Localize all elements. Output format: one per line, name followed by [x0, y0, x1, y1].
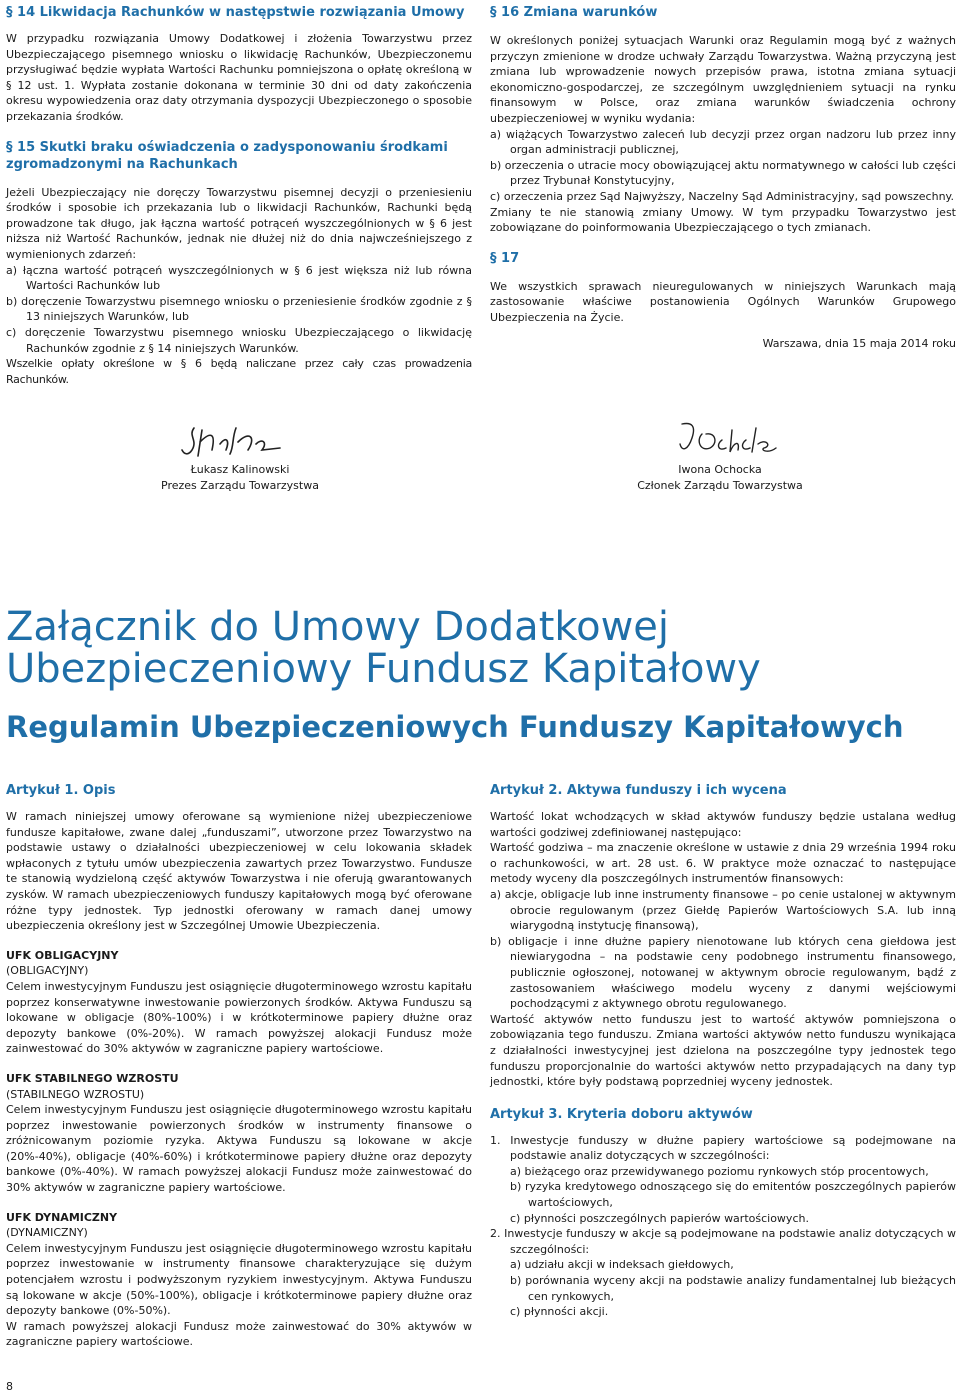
article-1-text: W ramach niniejszej umowy oferowane są wymienione niżej ubezpieczeniowe fundusze kapitałowe, zwane dalej „funduszami”, utworzone przez Towarzystwo na podstawie ustawy o działalności ubezpieczeniowej w celu lokowania składek wpłaconych z tytułu umów ubezpieczenia zawartych przez Towarzystwo. Fundusze te stanowią wydzieloną część aktywów Towarzystwa i nie oferują gwarantowanych zysków. W ramach ubezpieczeniowych funduszy kapitałowych mogą być oferowane różne typy jednostek. Typ jednostki oferowany w ramach danej umowy ubezpieczenia określony jest w Szczególnej Umowie Ubezpieczenia.	[6, 810, 472, 933]
list-subitem: c) płynności akcji.	[510, 1305, 609, 1319]
list-subitem: a) bieżącego oraz przewidywanego poziomu rynkowych stóp procentowych,	[510, 1164, 929, 1178]
article-2-net-assets: Wartość aktywów netto funduszu jest to wartość aktywów pomniejszona o zobowiązania tego funduszu. Zmiana wartości aktywów netto funduszu wynikająca z działalności inwestycyjnej jest dzielona na poszczególne typy jednostek tego funduszu proporcjonalnie do wartości aktywów netto przypadających na dany typ jednostki, które były podstawą poprzedniej wyceny jednostek.	[490, 1012, 956, 1089]
list-subitem: a) udziału akcji w indeksach giełdowych,	[510, 1258, 734, 1272]
annex-subtitle: Regulamin Ubezpieczeniowych Funduszy Kapitałowych	[6, 710, 904, 744]
signatory-role: Prezes Zarządu Towarzystwa	[161, 479, 319, 492]
fund-description: Celem inwestycyjnym Funduszu jest osiągnięcie długoterminowego wzrostu kapitału poprzez konserwatywne inwestowanie powierzonych środków. Aktywa Funduszu są lokowane w obligacje (80%-100%) i w krótkoterminowe papiery dłużne oraz depozyty bankowe (0%-20%). W ramach powyższej alokacji Fundusz może zainwestować do 30% aktywów w zagraniczne papiery wartościowe.	[6, 979, 472, 1056]
fund-dynamiczny	[6, 1210, 472, 1350]
article-2-title: Artykuł 2. Aktywa funduszy i ich wycena	[490, 783, 787, 798]
list-item: c) orzeczenia przez Sąd Najwyższy, Naczelny Sąd Administracyjny, sąd powszechny.	[490, 189, 954, 203]
list-subitem: b) ryzyka kredytowego odnoszącego się do emitentów poszczególnych papierów wartościowych,	[510, 1180, 956, 1210]
list-subitem: b) porównania wyceny akcji na podstawie analizy fundamentalnej lub bieżących cen rynkowych,	[510, 1274, 956, 1303]
fund-subheading: (STABILNEGO WZROSTU)	[6, 1087, 145, 1101]
fund-description: Celem inwestycyjnym Funduszu jest osiągnięcie długoterminowego wzrostu kapitału poprzez inwestowanie w instrumenty finansowe charakteryzujące się dużym potencjałem wzrostu i podwyższonym ryzykiem inwestycyjnym. Aktywa Funduszu są lokowane w akcje (50%-100%), obligacje i krótkoterminowe papiery dłużne oraz depozyty bankowe (0%-50%).	[6, 1241, 472, 1318]
annex-title-line2: Ubezpieczeniowy Fundusz Kapitałowy	[6, 646, 761, 692]
section-15-footer: Wszelkie opłaty określone w § 6 będą naliczane przez cały czas prowadzenia Rachunków.	[6, 357, 472, 386]
list-subitem: c) płynności poszczególnych papierów wartościowych.	[510, 1211, 809, 1225]
signatory-role: Członek Zarządu Towarzystwa	[637, 479, 803, 492]
fund-stabilnego-wzrostu	[6, 1071, 472, 1196]
signature-ochocka	[676, 418, 786, 460]
section-14-title: § 14 Likwidacja Rachunków w następstwie rozwiązania Umowy	[6, 5, 465, 20]
signatory-name: Iwona Ochocka	[678, 463, 762, 476]
fund-heading: UFK STABILNEGO WZROSTU	[6, 1071, 179, 1085]
fund-subheading: (OBLIGACYJNY)	[6, 964, 89, 978]
signatory-name: Łukasz Kalinowski	[190, 463, 290, 476]
fund-description-extra: W ramach powyższej alokacji Fundusz może zainwestować do 30% aktywów w zagraniczne papiery wartościowe.	[6, 1319, 472, 1349]
fund-heading: UFK DYNAMICZNY	[6, 1210, 118, 1224]
article-1-title: Artykuł 1. Opis	[6, 783, 116, 798]
signatory-right	[620, 462, 820, 494]
article-3-title: Artykuł 3. Kryteria doboru aktywów	[490, 1106, 753, 1122]
list-item: c) doręczenie Towarzystwu pisemnego wniosku Ubezpieczającego o likwidację Rachunków zgodnie z § 14 niniejszych Warunków.	[6, 325, 472, 355]
section-16-title: § 16 Zmiana warunków	[490, 5, 658, 20]
signature-kalinowski	[176, 420, 296, 460]
fund-heading: UFK OBLIGACYJNY	[6, 948, 119, 962]
section-15-title-line2: zgromadzonymi na Rachunkach	[6, 156, 238, 172]
section-14-15	[6, 4, 472, 387]
article-3-list	[490, 1133, 956, 1320]
list-item: 1. Inwestycje funduszy w dłużne papiery wartościowe są podejmowane na podstawie analiz dotyczących w szczególności:	[490, 1133, 956, 1163]
section-15-list	[6, 263, 472, 357]
section-16-list	[490, 127, 956, 205]
list-item: a) akcje, obligacje lub inne instrumenty finansowe – po cenie ustalonej w aktywnym obrocie regulowanym (przez Giełdę Papierów Wartościowych S.A. lub inną wiarygodną instytucję finansową),	[490, 887, 956, 933]
list-item: b) orzeczenia o utracie mocy obowiązującej aktu normatywnego w całości lub części przez Trybunał Konstytucyjny,	[490, 158, 956, 188]
list-item: b) doręczenie Towarzystwu pisemnego wniosku o przeniesienie środków zgodnie z § 13 niniejszych Warunków, lub	[6, 294, 472, 324]
section-16-17	[490, 4, 956, 351]
page-number: 8	[6, 1380, 13, 1393]
section-15-text: Jeżeli Ubezpieczający nie doręczy Towarzystwu pisemnej decyzji o przeniesieniu środków i sposobie ich przekazania lub o likwidacji Rachunków, Rachunki będą prowadzone tak długo, jak łączna wartość potrąceń wyszczególnionych w § 6 jest niższa niż Wartość Rachunków, jednak nie dłużej niż do dnia najwcześniejszego z wymienionych zdarzeń:	[6, 185, 472, 261]
fund-subheading: (DYNAMICZNY)	[6, 1226, 88, 1240]
article-2-list	[490, 887, 956, 1012]
section-14-text: W przypadku rozwiązania Umowy Dodatkowej i złożenia Towarzystwu przez Ubezpieczającego pisemnego wniosku o likwidację Rachunków, Ubezpieczonemu przysługiwać będzie wypłata Wartości Rachunku pomniejszona o opłatę określoną w § 12 ust. 1. Wypłata zostanie dokonana w terminie 30 dni od daty zakończenia okresu wypowiedzenia oraz daty otrzymania dyspozycji Ubezpieczonego o sposobie przekazania środków.	[6, 32, 472, 123]
articles-2-3	[490, 782, 956, 1320]
annex-title-line1: Załącznik do Umowy Dodatkowej	[6, 604, 670, 650]
list-item: a) łączna wartość potrąceń wyszczególnionych w § 6 jest większa niż lub równa Wartości Rachunków lub	[6, 263, 472, 293]
section-16-footer: Zmiany te nie stanowią zmiany Umowy. W tym przypadku Towarzystwo jest zobowiązane do poinformowania Ubezpieczającego o tych zmianach.	[490, 205, 956, 235]
article-2-intro: Wartość lokat wchodzących w skład aktywów funduszy będzie ustalana według wartości godziwej zdefiniowanej następująco:	[490, 810, 956, 839]
list-item: 2. Inwestycje funduszy w akcje są podejmowane na podstawie analiz dotyczących w szczególności:	[490, 1227, 956, 1256]
place-date: Warszawa, dnia 15 maja 2014 roku	[762, 336, 956, 350]
fund-description: Celem inwestycyjnym Funduszu jest osiągnięcie długoterminowego wzrostu kapitału poprzez inwestowanie powierzonych środków w instrumenty finansowe o zróżnicowanym poziomie ryzyka. Aktywa Funduszu są lokowane w akcje (20%-40%), obligacje (40%-60%) i krótkoterminowe papiery dłużne oraz depozyty bankowe (0%-40%). W ramach powyższej alokacji Fundusz może zainwestować do 30% aktywów w zagraniczne papiery wartościowe.	[6, 1103, 472, 1195]
section-15-title-line1: § 15 Skutki braku oświadczenia o zadysponowaniu środkami	[6, 139, 448, 155]
article-2-definition: Wartość godziwa – ma znaczenie określone w ustawie z dnia 29 września 1994 roku o rachunkowości, w art. 28 ust. 6. W praktyce może oznaczać to następujące metody wyceny dla poszczególnych instrumentów finansowych:	[490, 841, 956, 886]
section-17-text: We wszystkich sprawach nieuregulowanych w niniejszych Warunkach mają zastosowanie właściwe postanowienia Ogólnych Warunków Grupowego Ubezpieczenia na Życie.	[490, 279, 956, 324]
section-16-text: W określonych poniżej sytuacjach Warunki oraz Regulamin mogą być z ważnych przyczyn zmienione w drodze uchwały Zarządu Towarzystwa. Ważną przyczyną jest zmiana lub wprowadzenie nowych przepisów prawa, istotna zmiana sytuacji ekonomiczno-gospodarczej, ze szczególnym uwzględnieniem sytuacji na rynku finansowym w Polsce, oraz zmiana warunków świadczenia ochrony ubezpieczeniowej w wyniku wydania:	[490, 34, 956, 125]
section-17-title: § 17	[490, 250, 520, 266]
article-1	[6, 782, 472, 1350]
signatory-left	[140, 462, 340, 494]
list-item: b) obligacje i inne dłużne papiery nienotowane lub których cena giełdowa jest niewiarygodna – na podstawie ceny podobnego instrumentu finansowego, publicznie ogłoszonej, notowanej w aktywnym obrocie regulowanym, bądź z zastosowaniem właściwego modelu wyceny z danymi wejściowymi pochodzącymi z aktywnego obrotu regulowanego.	[490, 934, 956, 1011]
list-item: a) wiążących Towarzystwo zaleceń lub decyzji przez organ nadzoru lub przez inny organ administracji publicznej,	[490, 127, 956, 157]
fund-obligacyjny	[6, 948, 472, 1057]
